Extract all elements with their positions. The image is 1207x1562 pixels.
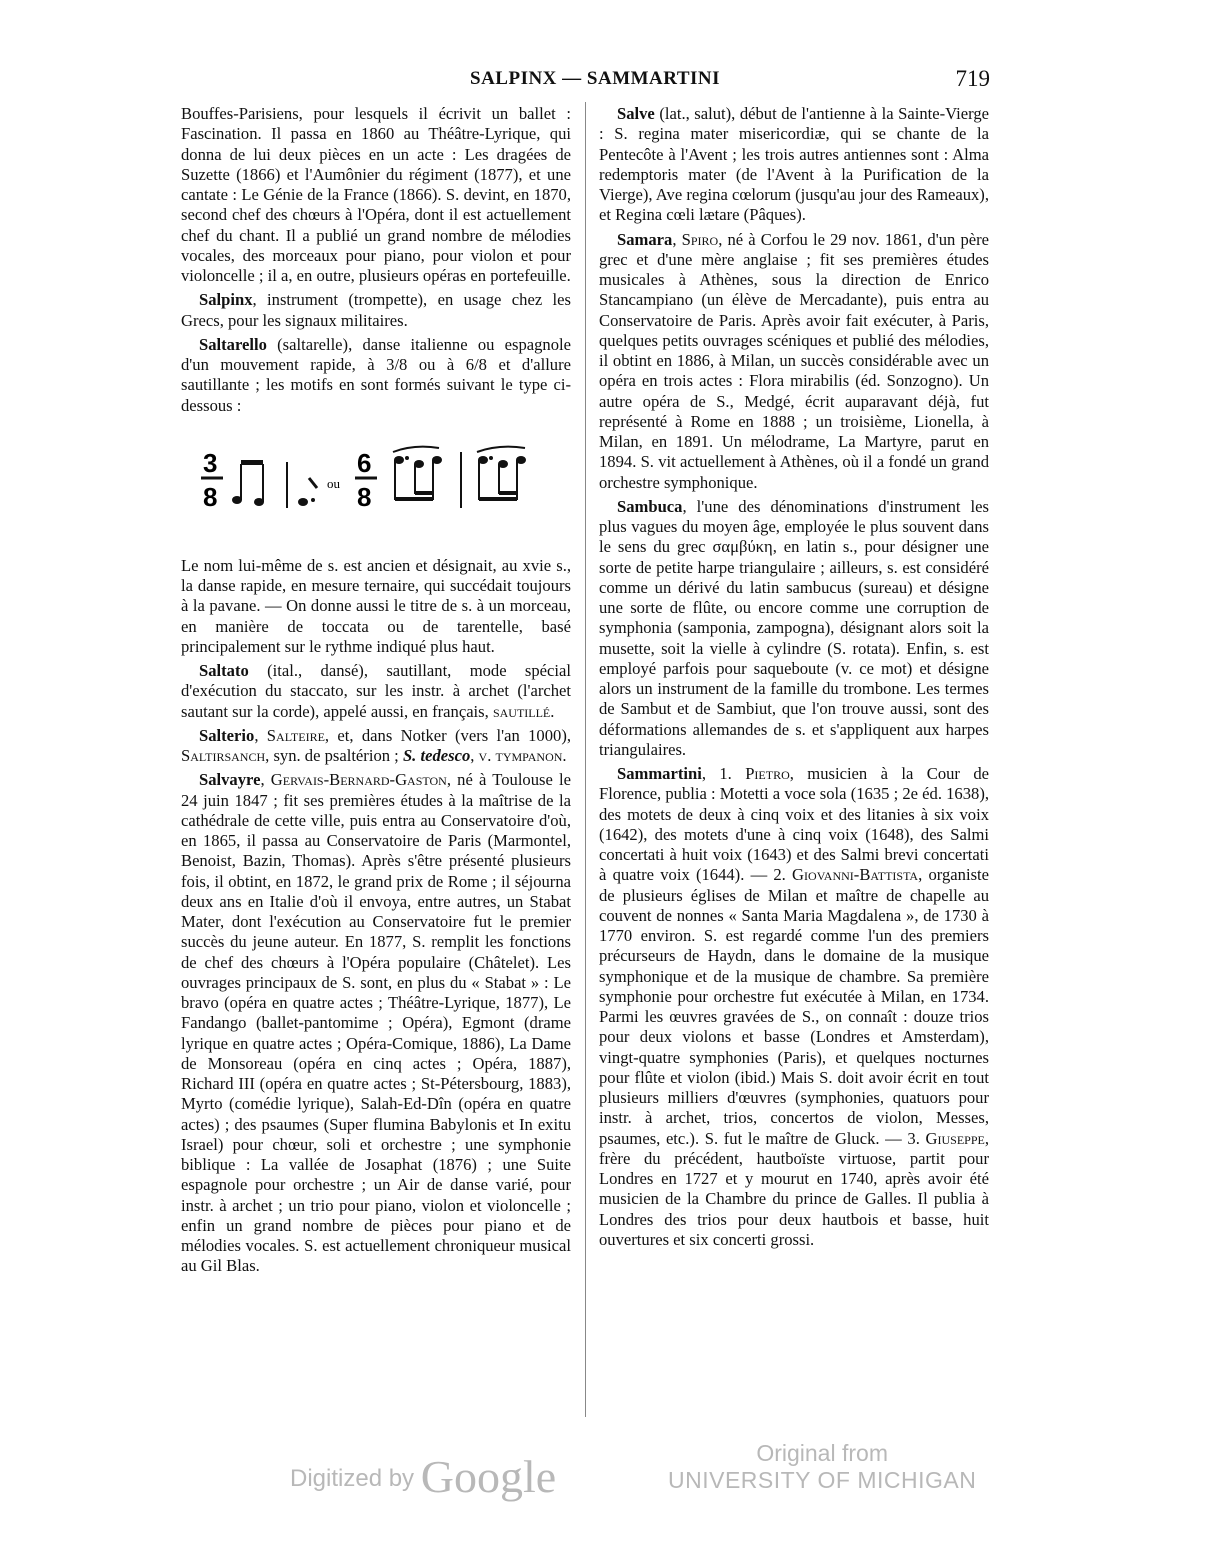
entry-salvayre-text: , né à Toulouse le 24 juin 1847 ; fit ses premières études à la maîtrise de la cathédrale de cette ville, puis entra au Conservatoire d'où, en 1865, il passa au Conservatoire de Paris (Marmontel, Benoist, Bazin, Thomas). Après s'être présenté plusieurs fois, il obtint, en 1872, le grand prix de Rome ; il séjourna deux ans en Italie d'où il envoya, entre autres, un Stabat Mater, dont l'exécution au Conservatoire fut le premier succès du jeune auteur. En 1877, S. remplit les fonctions de chef des chœurs à l'Opéra populaire (Châtelet). Les ouvrages principaux de S. sont, en plus du « Stabat » : Le bravo (opéra en quatre actes ; Théâtre-Lyrique, 1877), Le Fandango (ballet-pantomime ; Opéra), Egmont (drame lyrique en quatre actes ; Opéra-Comique, 1886), La Dame de Monsoreau (opéra en cinq actes ; Opéra, 1887), Richard III (opéra en quatre actes ; St-Pétersbourg, 1883), Myrto (comédie lyrique), Salah-Ed-Dîn (opéra en quatre actes) ; des psaumes (Super flumina Babylonis et In exitu Israel) pour chœur, soli et orchestre ; une symphonie biblique : La vallée de Josaphat (1876) ; une Suite espagnole pour orchestre ; un Air de danse varié, pour instr. à archet ; un trio pour piano, violon et violoncelle ; enfin un grand nombre de pièces pour piano et de mélodies vocales. S. est actuellement chroniqueur musical au Gil Blas. — [181, 770, 571, 1276]
salterio-text-b: , et, dans Notker (vers l'an 1000), — [324, 725, 571, 745]
entry-salve-text: (lat., salut), début de l'antienne à la Sainte-Vierge : S. regina mater misericordiæ, qui se chante de la Pentecôte à l'Avent ; les trois autres antiennes sont : Alma redemptoris mater (de l'Avent à la Purification de la Vierge), Ave regina cœlorum (jusqu'au jour des Rameaux), et Regina cœli lætare (Pâques). — [599, 104, 989, 225]
headword-saltarello: Saltarello — [199, 334, 267, 354]
sammartini-text-b: , musicien à la Cour de Florence, publia : Motetti a voce sola (1635 ; 2e éd. 1638), des motets de deux à cinq voix et des litanies à six voix (1642), des motets d'une à cinq voix (1648), des Salmi concertati à huit voix (1643) et des Salmi brevi concertati à quatre voix (1644). — 2. — [599, 764, 989, 885]
entry-salve — [599, 104, 989, 226]
running-title: SALPINX — SAMMARTINI — [470, 68, 721, 89]
entry-salterio — [181, 726, 571, 767]
salterio-italic: S. tedesco — [402, 746, 471, 765]
column-divider — [585, 102, 586, 1417]
saltato-smallcaps: sautillé. — [492, 701, 555, 721]
salterio-variant-1: Salteire — [266, 725, 325, 745]
digitized-prefix: Digitized by — [290, 1465, 421, 1492]
sammartini-giuseppe: Giuseppe — [925, 1128, 985, 1148]
sammartini-text-a: , 1. — [701, 764, 746, 783]
original-from-label: Original from — [756, 1440, 888, 1466]
digitized-by-watermark — [290, 1444, 557, 1502]
samara-firstname: Spiro — [681, 229, 719, 249]
notation-ou: ou — [327, 475, 340, 491]
sammartini-text-c: , organiste de plusieurs églises de Milan et maître de chapelle au couvent de nonnes « Santa Maria Magdalena », de 1730 à 1770 environ. S. est regardé comme l'un des premiers précurseurs de Haydn, dans le domaine de la musique symphonique et de la musique de chambre. Sa première symphonie pour orchestre fut exécutée à Milan, en 1734. Parmi les œuvres gravées de S., on connaît : douze trios pour deux violons et basse (Londres et Amsterdam), vingt-quatre symphonies (Paris), et quelques nocturnes pour flûte et violon (ibid.) Mais S. doit avoir écrit en tout plusieurs milliers d'œuvres (symphonies, quatuors pour instr. à archet, trios, concertos de violon, Messes, psaumes, etc.). S. fut le maître de Gluck. — 3. — [599, 865, 989, 1148]
entry-sambuca-text: , l'une des dénominations d'instrument les plus vagues du moyen âge, employée le plus souvent dans le sens du grec σαμβύκη, en latin s., pour désigner une sorte de petite harpe triangulaire ; ailleurs, s. est considéré comme un dérivé du latin sambucus (sureau) et désigne une sorte de flûte, ou encore comme une corruption de symphonia (samponia, zampogna), désignant alors soit la musette, soit la vielle à cylindre (S. rotata). Enfin, s. est employé parfois pour saqueboute (v. ce mot) et désigne alors un instrument de la famille du trombone. Les termes de Sambut et de Sambiut, que l'on trouve aussi, sont des déformations allemandes de s. et s'appliquent aux harpes triangulaires. — [599, 496, 989, 759]
entry-samara: Samara, Spiro, né à Corfou le 29 nov. 1861, d'un père grec et d'une mère anglaise ; fit ses premières études musicales à Athènes, sous la direction de Enrico Stancampiano (un élève de Mercadante), puis entra au Conservatoire de Paris. Après avoir fait exécuter, à Paris, quelques petits ouvrages scéniques et publié des mélodies, il obtint en 1886, à Milan, un succès considérable avec un opéra en trois actes : Flora mirabilis (éd. Sonzogno). Un autre opéra de S., Medgé, écrit auparavant déjà, fut représenté à Rome en 1888 ; un troisième, Lionella, à Milan, en 1891. Un mélodrame, La Martyre, parut en 1894. S. vit actuellement à Athènes, où il a fondé un grand orchestre symphonique. — [599, 229, 989, 492]
time-sig-6-top: 6 — [357, 447, 372, 478]
original-from-watermark — [668, 1440, 976, 1494]
google-logo: Google — [420, 1451, 557, 1502]
sammartini-text-d: , frère du précédent, hautboïste virtuose, partit pour Londres en 1727 et y mourut en 1740, après avoir été musicien de la Chambre du prince de Galles. Il publia à Londres des trios pour deux hautbois et basse, huit ouvertures et six concerti grossi. — [599, 1128, 989, 1249]
entry-saltarello — [181, 335, 571, 416]
university-name: UNIVERSITY OF MICHIGAN — [668, 1467, 977, 1493]
headword-sammartini: Sammartini — [617, 764, 702, 783]
paragraph-nom: Le nom lui-même de s. est ancien et désignait, au xvie s., la danse rapide, en mesure ternaire, qui succédait toujours à la pavane. — On donne aussi le titre de s. à un morceau, en manière de toccata ou de tarentelle, basé principalement sur le rythme indiqué plus haut. — [181, 555, 571, 656]
time-sig-8-bottom-2: 8 — [357, 481, 372, 512]
entry-sammartini — [599, 764, 989, 1250]
entry-salpinx-text: , instrument (trompette), en usage chez les Grecs, pour les signaux militaires. — [181, 290, 571, 330]
salterio-variant-2: Saltirsanch — [181, 746, 266, 765]
time-sig-8-bottom: 8 — [203, 481, 218, 512]
entry-sambuca — [599, 497, 989, 760]
headword-saltato: Saltato — [199, 661, 249, 680]
music-notation-example — [181, 422, 571, 552]
headword-salterio: Salterio — [199, 725, 255, 745]
page-header — [180, 66, 990, 98]
salvayre-names: Gervais-Bernard-Gaston — [270, 770, 447, 790]
entry-salpinx — [181, 290, 571, 331]
digitization-footer — [0, 1430, 1207, 1510]
entry-saltarello-text: (saltarelle), danse italienne ou espagnole d'un mouvement rapide, à 3/8 ou à 6/8 et d'allure sautillante ; les motifs en sont formés suivant le type ci-dessous : — [181, 334, 571, 415]
entry-salvayre: Salvayre, Gervais-Bernard-Gaston, né à Toulouse le 24 juin 1847 ; fit ses premières études à la maîtrise de la cathédrale de cette ville, puis entra au Conservatoire d'où, en 1865, il passa au Conservatoire de Paris (Marmontel, Benoist, Bazin, Thomas). Après s'être présenté plusieurs fois, il obtint, en 1872, le grand prix de Rome ; il séjourna deux ans en Italie d'où il envoya, entre autres, un Stabat Mater, dont l'exécution au Conservatoire fut le premier succès du jeune auteur. En 1877, S. remplit les fonctions de chef des chœurs à l'Opéra populaire (Châtelet). Les ouvrages principaux de S. sont, en plus du « Stabat » : Le bravo (opéra en quatre actes ; Théâtre-Lyrique, 1877), Le Fandango (ballet-pantomime ; Opéra), Egmont (drame lyrique en quatre actes ; Opéra-Comique, 1886), La Dame de Monsoreau (opéra en cinq actes ; Opéra, 1887), Richard III (opéra en quatre actes ; St-Pétersbourg, 1883), Myrto (comédie lyrique), Salah-Ed-Dîn (opéra en quatre actes) ; des psaumes (Super flumina Babylonis et In exitu Israel) pour chœur, soli et orchestre ; une symphonie biblique : La vallée de Josaphat (1876) ; une Suite espagnole pour orchestre ; un Air de danse varié, pour instr. à archet ; un trio pour piano, violon et violoncelle ; enfin un grand nombre de pièces pour piano et de mélodies vocales. S. est actuellement chroniqueur musical au Gil Blas. — [181, 770, 571, 1276]
paragraph-bouffes: Bouffes-Parisiens, pour lesquels il écrivit un ballet : Fascination. Il passa en 1860 au Théâtre-Lyrique, qui donna de lui deux pièces en un acte : Les dragées de Suzette (1866) et l'Aumônier du régiment (1877), et une cantate : Le Génie de la France (1866). S. devint, en 1870, second chef des chœurs à l'Opéra, dont il est actuellement chef du chant. Il a publié un grand nombre de mélodies vocales, des morceaux pour piano, pour violon et pour violoncelle ; il a, en outre, plusieurs opéras en portefeuille. — [181, 104, 571, 285]
page-number: 719 — [955, 66, 990, 91]
time-sig-3-top: 3 — [203, 447, 218, 478]
right-column — [599, 104, 989, 1254]
headword-salvayre: Salvayre — [199, 770, 261, 790]
salterio-sep-a: , — [254, 725, 267, 745]
salterio-text-c: , syn. de psaltérion ; — [265, 746, 403, 765]
rhythm-notation-graphic — [199, 442, 559, 522]
sammartini-pietro: Pietro — [745, 764, 790, 783]
headword-sambuca: Sambuca — [617, 496, 683, 516]
beam — [241, 460, 263, 465]
sammartini-giovanni-battista: Giovanni-Battista — [792, 865, 919, 885]
salterio-crossref: v. tympanon. — [478, 746, 567, 765]
entry-saltato-text: (ital., dansé), sautillant, mode spécial d'exécution du staccato, sur les instr. à archet (l'archet sautant sur la corde), appelé aussi, en français, — [181, 661, 571, 721]
entry-saltato — [181, 661, 571, 722]
left-column — [181, 104, 571, 1281]
salterio-sep-d: , — [470, 746, 479, 765]
entry-samara-text: , né à Corfou le 29 nov. 1861, d'un père grec et d'une mère anglaise ; fit ses premières études musicales à Athènes, sous la direction de Enrico Stancampiano (un élève de Mercadante), puis entra au Conservatoire de Paris. Après avoir fait exécuter, à Paris, quelques petits ouvrages scéniques et publié des mélodies, il obtint en 1886, à Milan, un succès considérable avec un opéra en trois actes : Flora mirabilis (éd. Sonzogno). Un autre opéra de S., Medgé, écrit auparavant déjà, fut représenté à Rome en 1888 ; un troisième, Lionella, à Milan, en 1891. Un mélodrame, La Martyre, parut en 1894. S. vit actuellement à Athènes, où il a fondé un grand orchestre symphonique. — [599, 229, 989, 492]
headword-salpinx: Salpinx — [199, 290, 253, 310]
headword-salve: Salve — [617, 104, 655, 123]
headword-samara: Samara — [617, 229, 673, 249]
